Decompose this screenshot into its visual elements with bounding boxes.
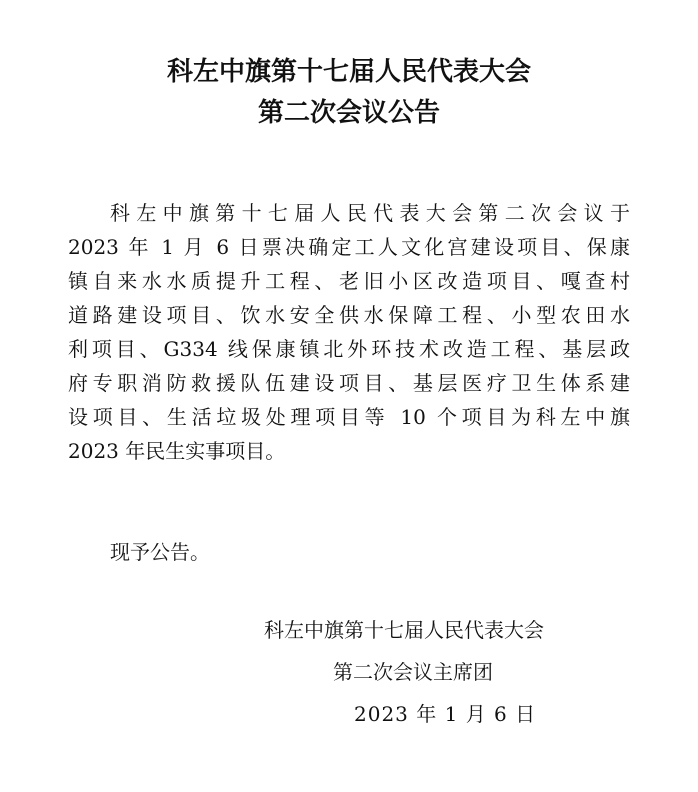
body-line: 科左中旗第十七届人民代表大会第二次会议于 xyxy=(110,201,630,225)
signature-date: 2023 年 1 月 6 日 xyxy=(354,702,537,726)
announcement-body xyxy=(68,196,630,468)
body-line: 设项目、生活垃圾处理项目等 10 个项目为科左中旗 xyxy=(68,405,630,429)
body-line: 利项目、G334 线保康镇北外环技术改造工程、基层政 xyxy=(68,337,630,361)
document-title-line2: 第二次会议公告 xyxy=(257,98,440,128)
notice-statement: 现予公告。 xyxy=(110,540,210,564)
signature-presidium: 第二次会议主席团 xyxy=(333,660,493,684)
body-line: 镇自来水水质提升工程、老旧小区改造项目、嘎查村 xyxy=(68,269,630,293)
body-line: 道路建设项目、饮水安全供水保障工程、小型农田水 xyxy=(68,303,630,327)
body-line: 府专职消防救援队伍建设项目、基层医疗卫生体系建 xyxy=(68,371,630,395)
document-title-line1: 科左中旗第十七届人民代表大会 xyxy=(166,57,531,87)
body-line: 2023 年民生实事项目。 xyxy=(68,439,286,463)
body-line: 2023 年 1 月 6 日票决确定工人文化宫建设项目、保康 xyxy=(68,235,630,259)
signature-organization: 科左中旗第十七届人民代表大会 xyxy=(264,618,544,642)
